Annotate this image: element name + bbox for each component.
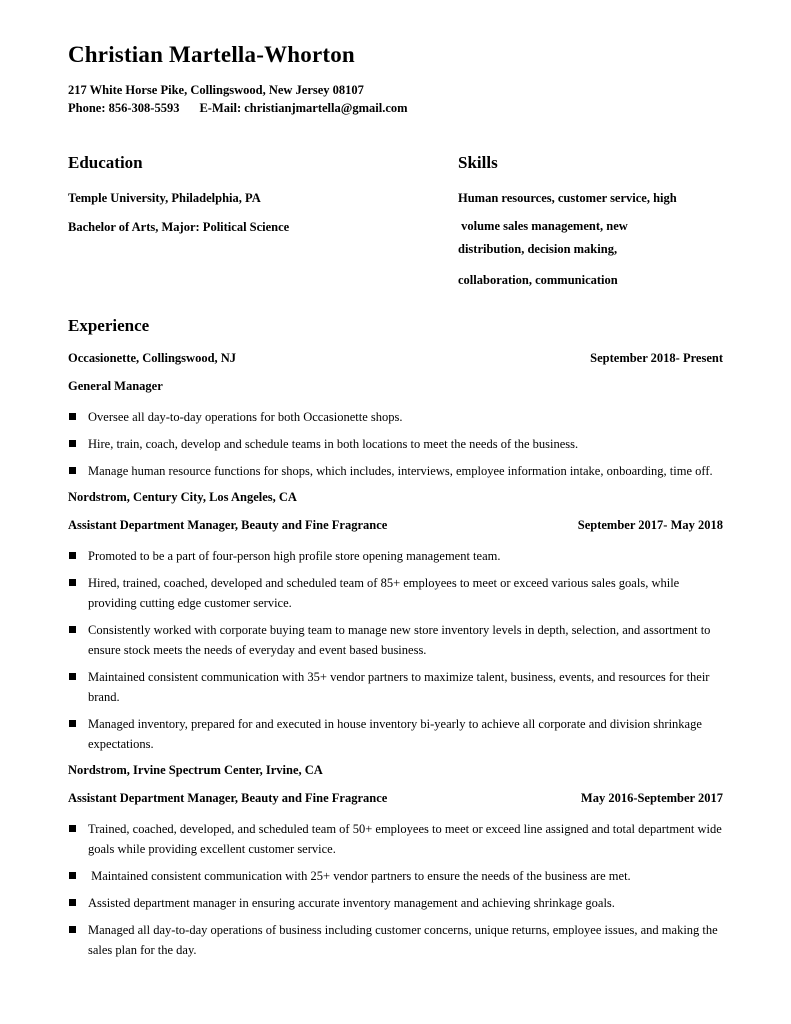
job-company-row — [68, 349, 723, 368]
bullet-item — [68, 461, 723, 481]
bullet-text: Promoted to be a part of four-person high profile store opening management team. — [88, 549, 501, 563]
job-entry-occasionette — [68, 349, 723, 481]
skills-line: Human resources, customer service, high — [458, 191, 677, 205]
resume-header — [68, 42, 723, 117]
bullet-item — [68, 620, 723, 660]
square-bullet-icon — [69, 926, 76, 933]
bullet-item — [68, 866, 723, 886]
skills-heading: Skills — [458, 153, 498, 172]
job-entry-nordstrom-irvine — [68, 761, 723, 960]
experience-section — [68, 316, 723, 960]
square-bullet-icon — [69, 872, 76, 879]
bullet-text: Hire, train, coach, develop and schedule teams in both locations to meet the needs of the business. — [88, 437, 579, 451]
square-bullet-icon — [69, 673, 76, 680]
education-skills-row — [68, 153, 723, 290]
bullet-text: Consistently worked with corporate buying team to manage new store inventory levels in depth, selection, and assortment to ensure stock meets the needs of everyday and event based business. — [88, 623, 714, 657]
skills-line: distribution, decision making, — [458, 242, 618, 256]
bullet-item — [68, 667, 723, 707]
job-bullet-list — [68, 819, 723, 960]
job-bullet-list — [68, 546, 723, 754]
phone-number: Phone: 856-308-5593 — [68, 101, 180, 115]
bullet-item — [68, 714, 723, 754]
education-school: Temple University, Philadelphia, PA — [68, 191, 261, 205]
bullet-item — [68, 434, 723, 454]
bullet-item — [68, 546, 723, 566]
email-address: E-Mail: christianjmartella@gmail.com — [199, 101, 408, 115]
job-company-row — [68, 761, 723, 780]
square-bullet-icon — [69, 720, 76, 727]
square-bullet-icon — [69, 467, 76, 474]
bullet-text: Oversee all day-to-day operations for both Occasionette shops. — [88, 410, 403, 424]
bullet-item — [68, 893, 723, 913]
square-bullet-icon — [69, 899, 76, 906]
experience-heading: Experience — [68, 316, 150, 335]
square-bullet-icon — [69, 825, 76, 832]
job-entry-nordstrom-century-city — [68, 488, 723, 754]
education-heading: Education — [68, 153, 143, 172]
bullet-text: Manage human resource functions for shops, which includes, interviews, employee information intake, onboarding, time off. — [88, 464, 713, 478]
job-title: Assistant Department Manager, Beauty and Fine Fragrance — [68, 518, 388, 532]
square-bullet-icon — [69, 413, 76, 420]
square-bullet-icon — [69, 579, 76, 586]
bullet-item — [68, 407, 723, 427]
skills-line: volume sales management, new — [458, 219, 628, 233]
skills-line: collaboration, communication — [458, 273, 618, 287]
job-company: Occasionette, Collingswood, NJ — [68, 351, 237, 365]
bullet-item — [68, 819, 723, 859]
bullet-text: Trained, coached, developed, and scheduled team of 50+ employees to meet or exceed line assigned and total department wide goals while providing excellent customer service. — [88, 822, 725, 856]
bullet-item — [68, 573, 723, 613]
bullet-text: Maintained consistent communication with 25+ vendor partners to ensure the needs of the business are met. — [88, 869, 631, 883]
job-title-row — [68, 377, 723, 396]
bullet-text: Managed inventory, prepared for and executed in house inventory bi-yearly to achieve all corporate and division shrinkage expectations. — [88, 717, 706, 751]
contact-line — [68, 99, 723, 117]
job-title: Assistant Department Manager, Beauty and Fine Fragrance — [68, 791, 388, 805]
education-section — [68, 153, 458, 290]
job-company: Nordstrom, Century City, Los Angeles, CA — [68, 490, 297, 504]
job-title-row — [68, 789, 723, 808]
job-company-row — [68, 488, 723, 507]
job-dates: May 2016-September 2017 — [580, 791, 723, 805]
bullet-text: Hired, trained, coached, developed and scheduled team of 85+ employees to meet or exceed various sales goals, while providing cutting edge customer service. — [88, 576, 683, 610]
bullet-text: Assisted department manager in ensuring accurate inventory management and achieving shrinkage goals. — [88, 896, 615, 910]
person-name: Christian Martella-Whorton — [68, 42, 355, 67]
bullet-text: Maintained consistent communication with 35+ vendor partners to maximize talent, business, events, and resources for their brand. — [88, 670, 713, 704]
job-bullet-list — [68, 407, 723, 481]
job-dates: September 2018- Present — [590, 351, 723, 365]
job-title: General Manager — [68, 379, 163, 393]
skills-section — [458, 153, 723, 290]
square-bullet-icon — [69, 552, 76, 559]
square-bullet-icon — [69, 440, 76, 447]
job-title-row — [68, 516, 723, 535]
square-bullet-icon — [69, 626, 76, 633]
job-dates: September 2017- May 2018 — [577, 518, 723, 532]
address-line: 217 White Horse Pike, Collingswood, New Jersey 08107 — [68, 83, 364, 97]
education-degree: Bachelor of Arts, Major: Political Science — [68, 220, 290, 234]
bullet-text: Managed all day-to-day operations of business including customer concerns, unique returns, employee issues, and making the sales plan for the day. — [88, 923, 721, 957]
bullet-item — [68, 920, 723, 960]
job-company: Nordstrom, Irvine Spectrum Center, Irvine, CA — [68, 763, 323, 777]
